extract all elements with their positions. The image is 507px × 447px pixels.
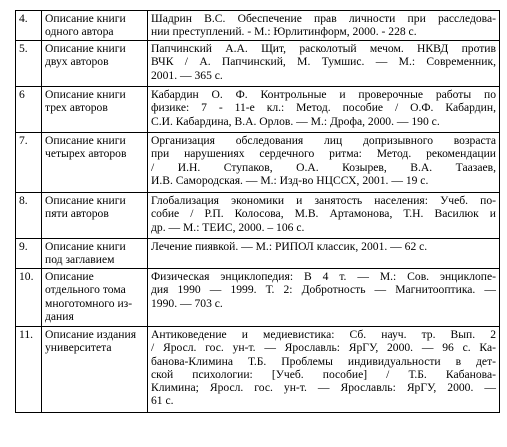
description-type: Описание отдельного тома многотомного из- дания — [42, 269, 148, 327]
example-line: Климина; Яросл. гос. ун-т. — Ярославль: ЯрГУ, 2000. — — [151, 381, 496, 395]
table-row — [16, 41, 500, 87]
example-line: собие / Р.П. Колосова, М.В. Артамонова, Т.Н. Василюк и — [151, 207, 496, 221]
bibliography-examples-table — [15, 10, 500, 413]
row-number: 10. — [16, 269, 42, 327]
description-type: Описание книги пяти авторов — [42, 193, 148, 239]
example-line: Физическая энциклопедия: В 4 т. — М.: Сов. энциклопе- — [151, 270, 496, 283]
bibliographic-example — [148, 239, 500, 269]
example-line: Глобализация экономики и занятость населения: Учеб. по- — [151, 194, 496, 207]
table-row — [16, 133, 500, 193]
example-line: нии преступлений. - М.: Юрлитинформ, 2000. - 228 с. — [151, 25, 417, 39]
description-type: Описание издания университета — [42, 327, 148, 413]
table-row — [16, 239, 500, 269]
row-number: 11. — [16, 327, 42, 413]
example-line: Шадрин В.С. Обеспечение прав личности при расследова- — [151, 12, 496, 25]
table-row — [16, 327, 500, 413]
table-row — [16, 11, 500, 41]
example-line: 1990. — 703 с. — [151, 296, 223, 310]
description-type: Описание книги двух авторов — [42, 41, 148, 87]
example-line: Лечение пиявкой. — М.: РИПОЛ классик, 2001. — 62 с. — [151, 240, 428, 253]
example-line: / И.Н. Ступаков, О.А. Козырев, В.А. Таазаев, — [151, 160, 496, 174]
bibliographic-example — [148, 87, 500, 133]
row-number: 9. — [16, 239, 42, 269]
example-line: Кабардин О. Ф. Контрольные и проверочные работы по — [151, 88, 496, 101]
row-number: 7. — [16, 133, 42, 193]
bibliographic-example — [148, 269, 500, 327]
row-number: 8. — [16, 193, 42, 239]
example-line: физике: 7 - 11-е кл.: Метод. пособие / О.Ф. Кабардин, — [151, 101, 496, 115]
bibliographic-example — [148, 11, 500, 41]
example-line: банова-Климина Т.Б. Проблемы индивидуальности в дет- — [151, 354, 496, 368]
table-row — [16, 269, 500, 327]
example-line: Папчинский А.А. Щит, расколотый мечом. НКВД против — [151, 42, 496, 55]
bibliographic-example — [148, 133, 500, 193]
example-line: дия 1990 — 1999. Т. 2: Добротность — Магнитооптика. — — [151, 283, 496, 297]
description-type: Описание книги под заглавием — [42, 239, 148, 269]
table-row — [16, 87, 500, 133]
example-line: ской психологии: [Учеб. пособие] / Т.Б. Кабанова- — [151, 367, 496, 381]
row-number: 4. — [16, 11, 42, 41]
example-line: И.В. Самородская. — М.: Изд-во НЦССХ, 2001. — 19 с. — [151, 173, 429, 187]
table-row — [16, 193, 500, 239]
example-line: ВЧК / А. Папчинский, М. Тумшис. — М.: Современник, — [151, 55, 496, 69]
example-line: Антиковедение и медиевистика: Сб. науч. тр. Вып. 2 — [151, 328, 496, 341]
example-line: Организация обследования лиц допризывного возраста — [151, 134, 496, 147]
bibliographic-example — [148, 41, 500, 87]
example-line: 61 с. — [151, 394, 174, 408]
example-line: при нарушениях сердечного ритма: Метод. рекомендации — [151, 147, 496, 161]
row-number: 6 — [16, 87, 42, 133]
bibliographic-example — [148, 327, 500, 413]
bibliographic-example — [148, 193, 500, 239]
description-type: Описание книги одного автора — [42, 11, 148, 41]
description-type: Описание книги трех авторов — [42, 87, 148, 133]
example-line: др. — М.: ТЕИС, 2000. – 106 с. — [151, 220, 305, 234]
description-type: Описание книги четырех авторов — [42, 133, 148, 193]
example-line: С.И. Кабардина, В.А. Орлов. — М.: Дрофа, 2000. — 190 с. — [151, 114, 440, 128]
example-line: / Яросл. гос. ун-т. — Ярославль: ЯрГУ, 2000. — 96 с. Ка- — [151, 341, 496, 355]
row-number: 5. — [16, 41, 42, 87]
example-line: 2001. — 365 с. — [151, 68, 223, 82]
